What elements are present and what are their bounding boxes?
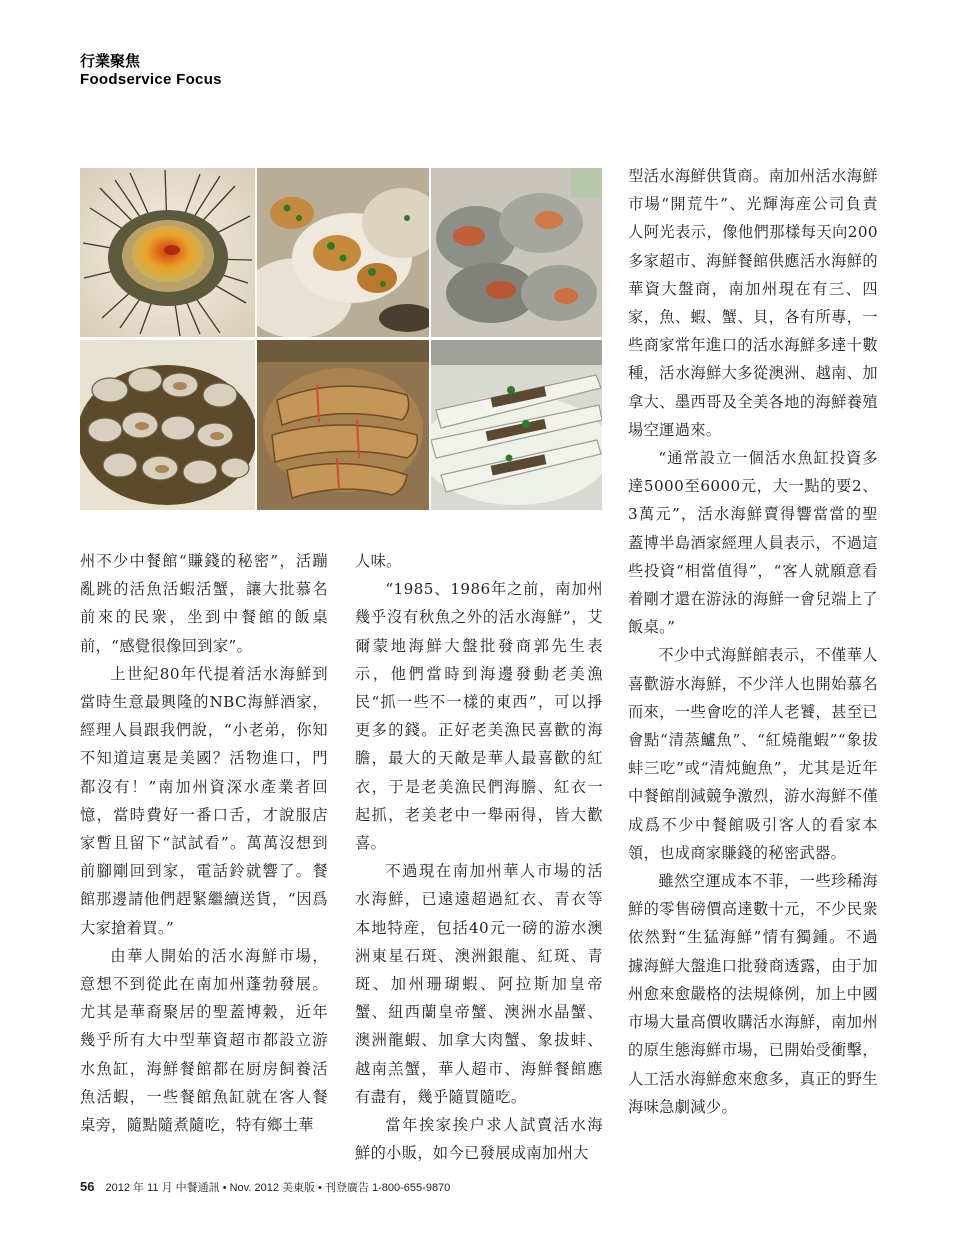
paragraph: 由華人開始的活水海鮮市場，意想不到從此在南加州蓬勃發展。尤其是華裔聚居的聖蓋博穀，近年幾乎所有大中型華資超市都設立游水魚缸，海鮮餐館都在厨房飼養活魚活蝦，一些餐館魚缸就在客人餐桌旁，隨點隨煮隨吃，特有鄉土華 bbox=[80, 946, 328, 1135]
section-title-zh: 行業聚焦 bbox=[80, 52, 141, 70]
article-column-2 bbox=[355, 547, 603, 1167]
paragraph: 當年挨家挨户求人試賣活水海鮮的小販，如今已發展成南加州大 bbox=[355, 1116, 603, 1163]
paragraph: “通常設立一個活水魚缸投資多達5000至6000元，大一點的要2、3萬元”，活水海鮮賣得響當當的聖蓋博半島酒家經理人員表示，不過這些投資“相當值得”，“客人就願意看着剛才還在游泳的海鮮一會兒端上了飯桌。” bbox=[628, 449, 878, 637]
sea-urchin-photo bbox=[80, 168, 255, 337]
clams-photo bbox=[80, 340, 255, 510]
whelk-photo bbox=[431, 168, 602, 337]
article-column-1 bbox=[80, 547, 328, 1139]
paragraph: 不過現在南加州華人市場的活水海鮮，已遠遠超過紅衣、青衣等本地特産，包括40元一磅的游水澳洲東星石斑、澳洲銀龍、紅斑、青斑、加州珊瑚蝦、阿拉斯加皇帝蟹、紐西蘭皇帝蟹、澳洲水晶蟹、澳洲龍蝦、加拿大肉蟹、象拔蚌、越南羔蟹，華人超市、海鮮餐館應有盡有，幾乎隨買隨吃。 bbox=[355, 862, 603, 1106]
razor-clam-photo bbox=[431, 340, 602, 510]
paragraph: 人味。 bbox=[355, 552, 402, 570]
mantis-shrimp-photo bbox=[257, 340, 429, 510]
seafood-photo-grid bbox=[80, 168, 602, 511]
section-title-en: Foodservice Focus bbox=[80, 71, 222, 88]
paragraph: 型活水海鮮供貨商。南加州活水海鮮市場“開荒牛”、光輝海産公司負責人阿光表示，像他們那樣每天向200多家超市、海鮮餐館供應活水海鮮的華資大盤商，南加州現在有三、四家，魚、蝦、蟹、貝，各有所專，一些商家常年進口的活水海鮮多達十數種，活水海鮮大多從澳洲、越南、加拿大、墨西哥及全美各地的海鮮養殖場空運過來。 bbox=[628, 167, 878, 439]
page-number: 56 bbox=[80, 1179, 95, 1194]
paragraph: 州不少中餐館“賺錢的秘密”，活蹦亂跳的活魚活蝦活蟹，讓大批慕名前來的民衆，坐到中餐館的飯桌前，“感覺很像回到家”。 bbox=[80, 552, 328, 655]
paragraph: 上世紀80年代提着活水海鮮到當時生意最興隆的NBC海鮮酒家，經理人員跟我們說，“小老弟，你知不知道這裏是美國？活物進口，門都沒有！”南加州資深水產業者回憶，當時費好一番口舌，才說服店家暫且留下“試試看”。萬萬沒想到前腳剛回到家，電話鈴就響了。餐館那邊請他們趕緊繼續送貨，“因爲大家搶着買。” bbox=[80, 664, 328, 937]
article-column-3 bbox=[628, 162, 878, 1121]
paragraph: 不少中式海鮮館表示，不僅華人喜歡游水海鮮，不少洋人也開始慕名而來，一些會吃的洋人老饕，甚至已會點“清蒸鱸魚”、“紅燒龍蝦”“象拔蚌三吃”或“清炖鮑魚”，尤其是近年中餐館削減競争激烈，游水海鮮不僅成爲不少中餐館吸引客人的看家本領，也成商家賺錢的秘密武器。 bbox=[628, 646, 878, 862]
scallop-photo bbox=[257, 168, 429, 337]
page-footer bbox=[80, 1179, 450, 1195]
paragraph: “1985、1986年之前，南加州幾乎沒有秋魚之外的活水海鮮”，艾爾蒙地海鮮大盤批發商郭先生表示，他們當時到海邊發動老美漁民“抓一些不一樣的東西”，可以掙更多的錢。正好老美漁民喜歡的海膽，最大的天敵是華人最喜歡的紅衣，于是老美漁民們海膽、紅衣一起抓，老美老中一舉兩得，皆大歡喜。 bbox=[355, 580, 603, 853]
footer-publication-info: 2012 年 11 月 中餐通訊 • Nov. 2012 美東版 • 刊登廣告 1-800-655-9870 bbox=[105, 1182, 451, 1194]
paragraph: 雖然空運成本不菲，一些珍稀海鮮的零售磅價高達數十元，不少民衆依然對“生猛海鮮”情有獨鍾。不過據海鮮大盤進口批發商透露，由于加州愈來愈嚴格的法規條例，加上中國市場大量高價收購活水海鮮，南加州的原生態海鮮市場，已開始受衝擊，人工活水海鮮愈來愈多，真正的野生海味急劇減少。 bbox=[628, 872, 878, 1116]
